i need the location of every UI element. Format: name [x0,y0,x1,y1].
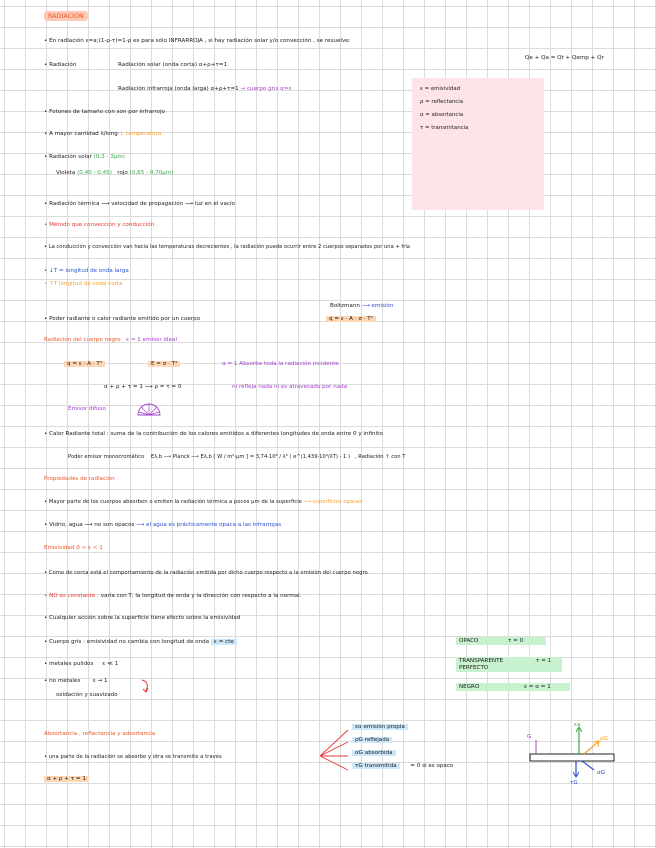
planck-formula: Eλ,b ⟶ Planck ⟶ Eλ,b [ W / m²·µm ] = 3,74·10⁸ / λ⁵ ( e^(1,439·10⁴/λT) - 1 ) [150,454,350,460]
diagram-label: G [527,734,532,740]
note-annotation: (0,3 - 3µm) [93,154,125,160]
note-text: • Mayor parte de los cuerpos absorben o emiten la radiación térmica a pocos µm de la superficie [44,499,302,505]
note-line [68,455,405,461]
note-annotation: ⟶ el agua es prácticamente opaca a las infrarrojas [136,522,282,528]
note-annotation: ni refleja nada ni es atravesado por nada [232,384,348,390]
branch-item [352,750,396,756]
branch-item [352,763,453,769]
formula [64,361,105,367]
branch-note: = 0 si es opaco [410,763,454,769]
section-note: ε = 1 emisor ideal [126,337,178,343]
table-key: TRANSPARENTE PERFECTO [459,658,504,671]
formula: Qe + Qa = Qt + Qemp + Qr [525,55,604,61]
note-line [44,661,118,667]
note-annotation: ⟶ emisión [361,303,394,309]
formula-highlight: α + ρ + τ = 1 [44,776,89,782]
note-text: ε ≪ 1 [102,661,119,667]
note-line [44,522,281,528]
note-annotation: ⟶ superficies opacas [303,499,363,505]
branch-item [352,737,392,743]
note-text: • no metales [44,678,81,684]
note-line: oxidación y suavizado [56,692,118,698]
diffuse-emitter-icon [136,402,162,416]
note-line: • Poder radiante o calor radiante emitido por un cuerpo [44,316,201,322]
section-heading [44,545,103,551]
note-line: • Cualquier acción sobre la superficie tiene efecto sobre la emisividad [44,615,241,621]
note-line: • En radiación ε=a;(1-ρ-τ)=1-ρ es para sólo INFRARROJA , si hay radiación solar y/o convección , se resuelve: [44,38,351,44]
note-line [44,131,161,137]
table-row [456,657,562,672]
note-annotation: (0,65 - 0,70µm) [129,170,174,176]
section-note: 0 < ε < 1 [76,545,103,551]
diagram-label: εa [574,722,581,728]
note-annotation: α = 1 Absorbe toda la radiación incidente [222,361,339,367]
diagram-label: τG [570,780,578,786]
formula: α + ρ + τ = 1 ⟶ ρ = τ = 0 [104,384,182,390]
definition-item: τ = transmitancia [420,125,469,131]
note-text: • metales pulidos [44,661,94,667]
note-highlight: ε = cte [211,639,237,645]
note-text: • Radiación solar [44,154,92,160]
note-text: ε → 1 [92,678,108,684]
diagram-label: αG [597,770,606,776]
section-heading [44,337,177,343]
formula [44,776,89,782]
note-line: • Radiación térmica ⟶ velocidad de propagación ⟶ luz en el vacío [44,201,235,207]
note-line: Radiación solar (onda corta) α+ρ+τ=1 [118,62,228,68]
note-line [44,639,237,645]
section-title: Emisividad [44,545,75,551]
branch-label: τG transmitida [352,763,400,769]
note-line [56,170,174,176]
section-heading: Propiedades de radiación [44,476,115,482]
note-line: • Como de cerca está el comportamiento de la radiación emitida por dicho cuerpo respecto a la emisión del cuerpo negro [44,570,368,576]
note-line: • ↓T = longitud de onda larga [44,268,129,274]
note-line: • La conducción y convección van hacia las temperaturas decrecientes , la radiación puede ocurrir entre 2 cuerpos separados por una + fría [44,244,410,250]
note-text: , Radiación ↑ con T [354,454,406,460]
definition-item: α = absortancia [420,112,464,118]
table-key: OPACO [459,638,479,644]
note-text: varía con T, la longitud de onda y la dirección con respecto a la normal. [100,593,302,599]
note-line [44,593,302,599]
note-line: Emisor difuso [68,406,106,412]
table-value: τ = 0 [508,638,524,644]
formula [326,316,376,322]
note-text: rojo [117,170,128,176]
formula-highlight: q = ε · A · T⁴ [64,361,105,367]
definition-item: ρ = reflectancia [420,99,464,105]
formula-highlight: E = σ · T⁴ [148,361,180,367]
note-text: • Vidrio, agua ⟶ no son opacos [44,522,135,528]
diagram-label: ρG [600,736,608,742]
definition-item: ε = emisividad [420,86,461,92]
note-line [44,499,362,505]
curved-arrow-icon [140,678,152,694]
note-annotation: ↓ temperatura [119,131,162,137]
note-line: • Calor Radiante total : suma de la contribución de los calores emitidos a diferentes longitudes de onda entre 0 y infinito [44,431,383,437]
table-row [456,637,546,645]
table-value: ε = α = 1 [524,684,551,690]
note-text: Violeta [56,170,76,176]
note-line [44,154,125,160]
table-row [456,683,570,691]
note-line: • Método que convección y conducción [44,222,155,228]
section-title: Radiación del cuerpo negro [44,337,121,343]
table-key: NEGRO [459,684,480,690]
note-line [118,86,292,92]
branch-label: ρG reflejada [352,737,392,743]
formula-highlight: q = ε · A · σ · T⁴ [326,316,376,322]
note-text: • NO es constante ; [44,593,99,599]
branch-label: εα emisión propia [352,724,408,730]
boltzmann-label [330,303,393,309]
note-line: • una parte de la radiación se absorbe y otra se transmite a través [44,754,222,760]
note-text: Poder emisor monocromático [68,454,145,460]
branch-item [352,724,408,730]
page-title: RADIACION [44,13,88,20]
note-text: Radiación infrarroja (onda larga) α+ρ+τ=1 [118,86,239,92]
note-annotation: → cuerpo gris α=ε [240,86,292,92]
definitions-box [412,78,544,210]
formula [148,361,180,367]
note-text: • A mayor cantidad λ/long [44,131,118,137]
note-line: • Radiación [44,62,77,68]
branch-arrows-icon [318,726,352,774]
table-value: τ = 1 [536,658,552,664]
note-annotation: (0,40 - 0,45) [77,170,112,176]
note-line [44,678,108,684]
note-line: • ↑T longitud de onda corta [44,281,123,287]
branch-label: αG absorbida [352,750,396,756]
note-text: Boltzmann [330,303,360,309]
section-heading: Absortancia , reflectancia y adsortancia [44,731,156,737]
note-line: • Fotones de tamaño con son por infrarrojo [44,109,165,115]
note-text: • Cuerpo gris : emisividad no cambia con longitud de onda [44,639,210,645]
